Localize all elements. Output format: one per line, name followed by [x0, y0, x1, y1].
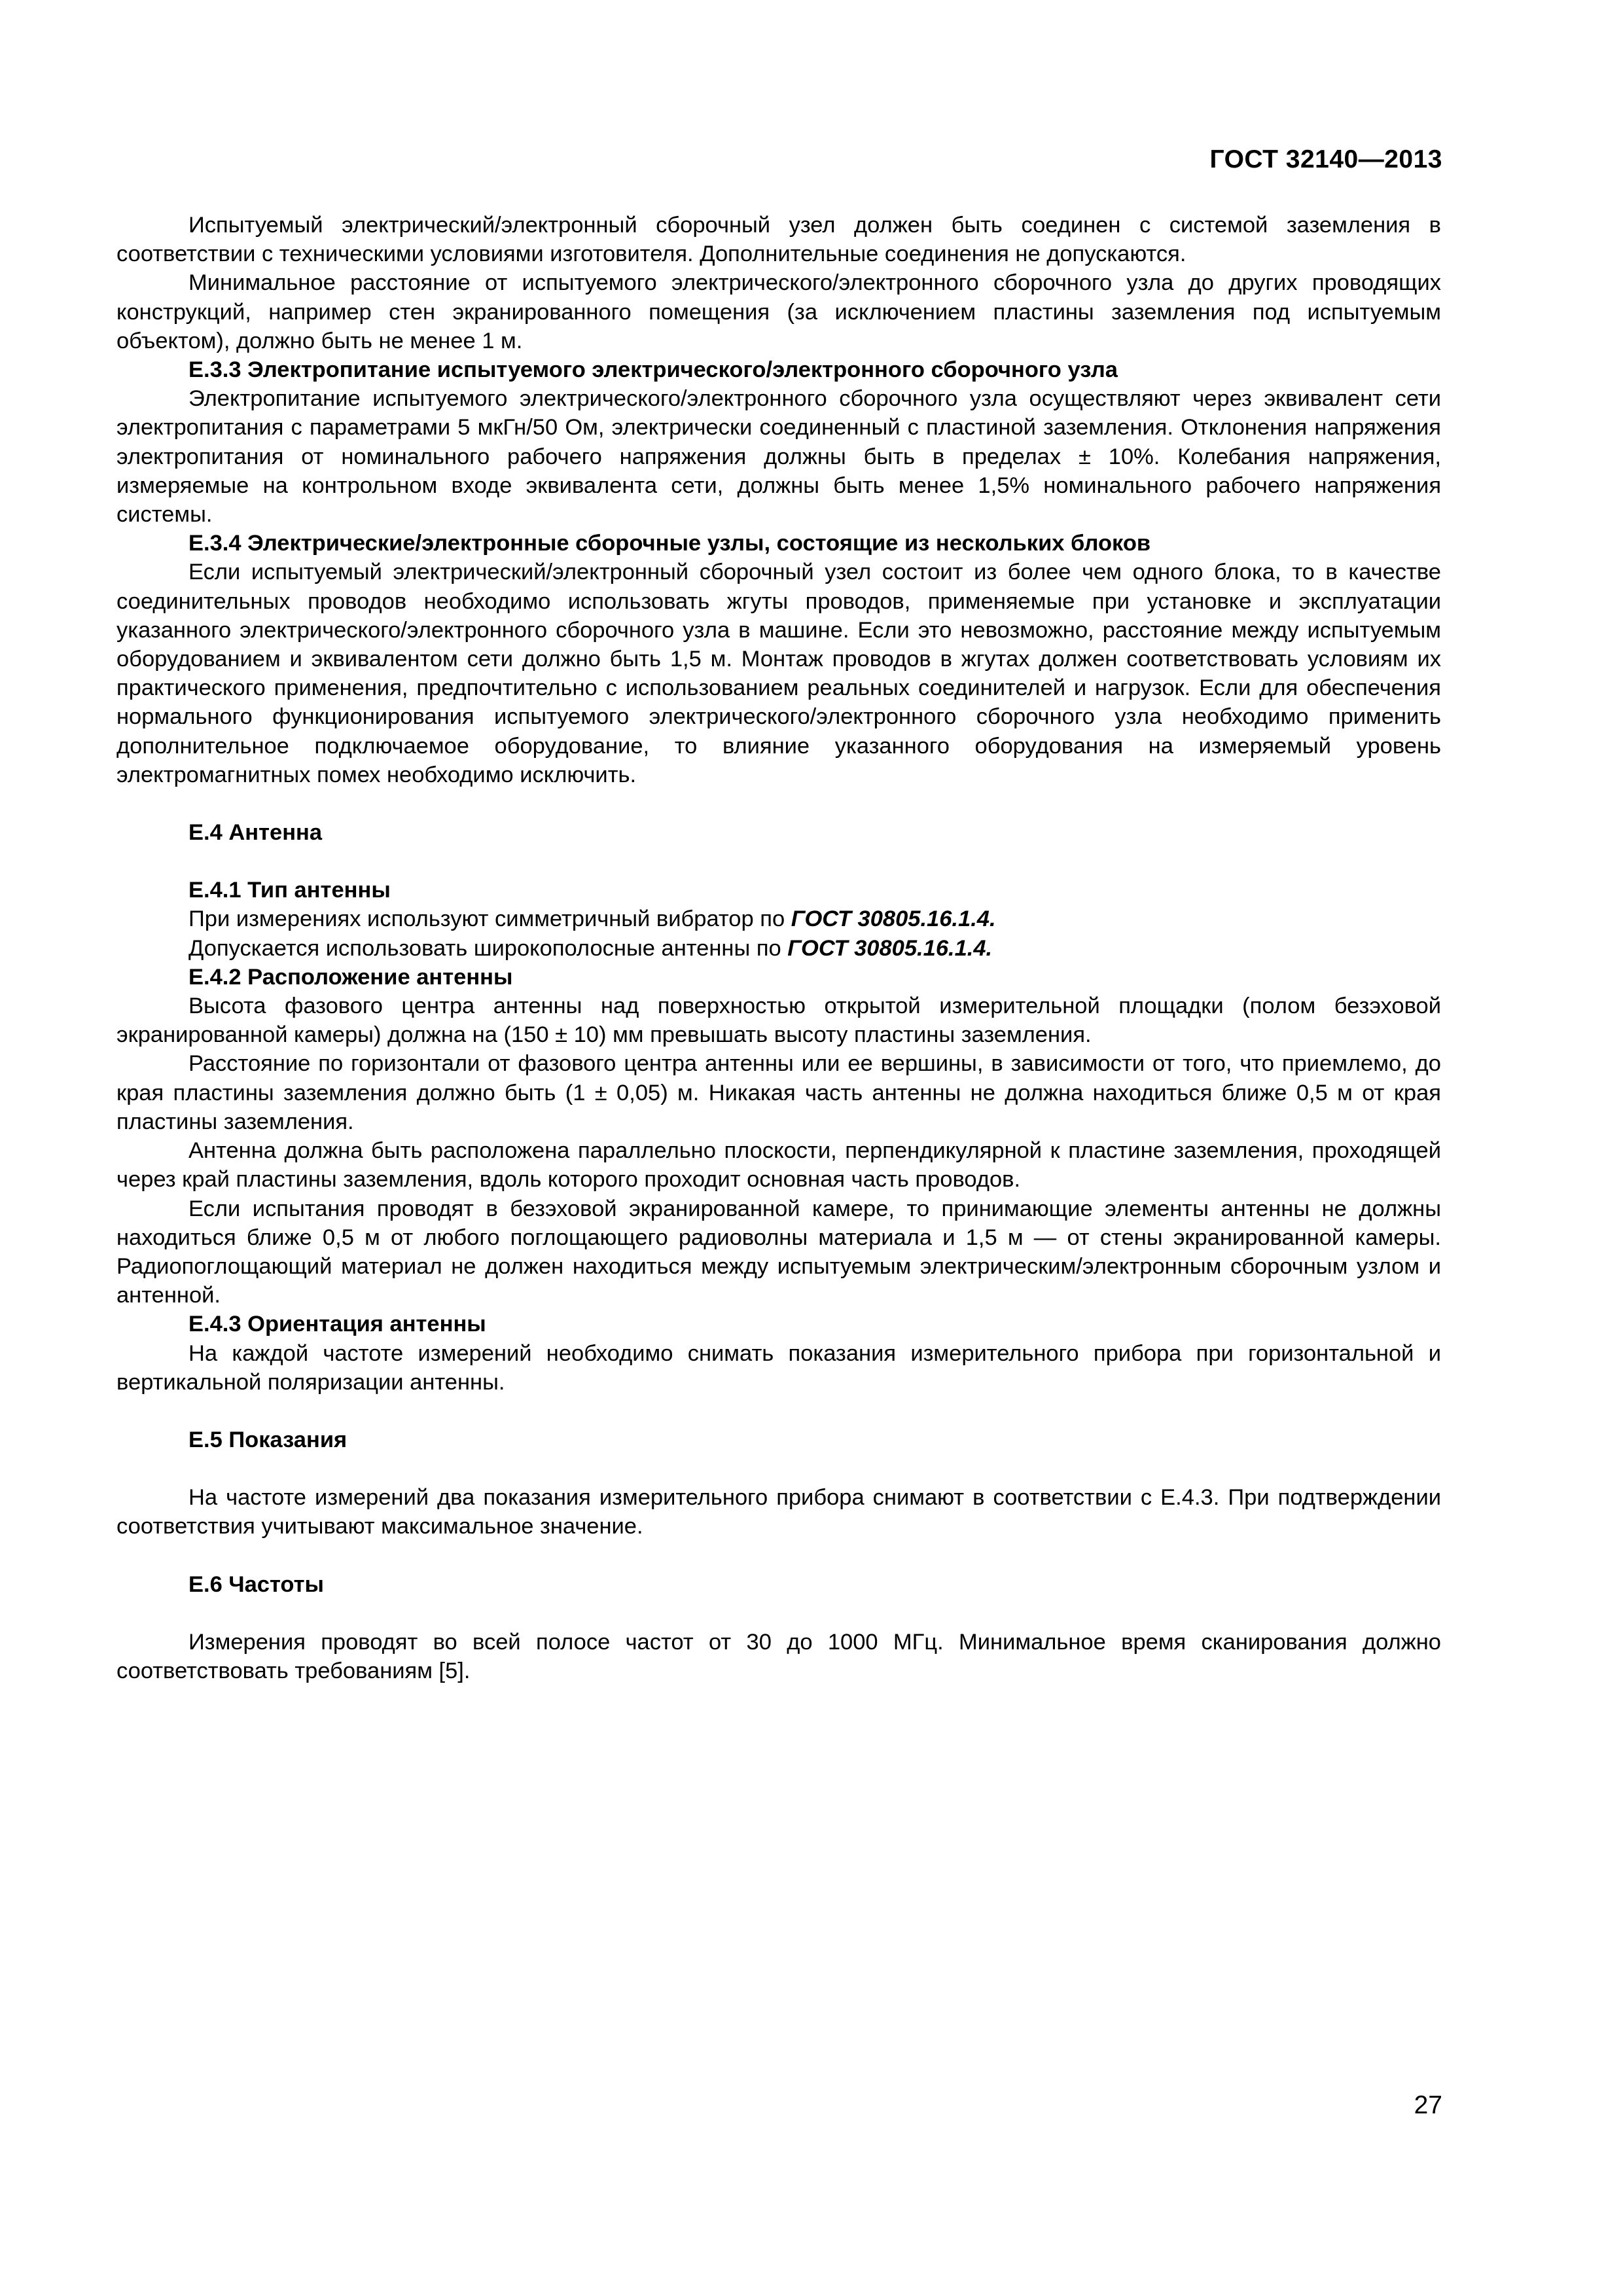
page-number: 27 — [1414, 2091, 1442, 2119]
standard-reference: ГОСТ 30805.16.1.4. — [787, 935, 993, 961]
document-body — [116, 211, 1441, 1685]
section-heading-e41: Е.4.1 Тип антенны — [188, 878, 391, 903]
paragraph-antenna-parallel: Антенна должна быть расположена параллельно плоскости, перпендикулярной к пластине заземления, проходящей через край пластины заземления, вдоль которого проходит основная часть проводов. — [116, 1138, 1441, 1193]
paragraph-readings: На частоте измерений два показания измерительного прибора снимают в соответствии с Е.4.3. При подтверждении соответствия учитывают максимальное значение. — [116, 1485, 1441, 1539]
paragraph-multi-block: Если испытуемый электрический/электронный сборочный узел состоит из более чем одного блока, то в качестве соединительных проводов необходимо использовать жгуты проводов, применяемые при установке и эксплуатации указанного электрического/электронного сборочного узла в машине. Если это невозможно, расстояние между испытуемым оборудованием и эквивалентом сети должно быть 1,5 м. Монтаж проводов в жгутах должен соответствовать условиям их практического применения, предпочтительно с использованием реальных соединителей и нагрузок. Если для обеспечения нормального функционирования испытуемого электрического/электронного сборочного узла необходимо применить дополнительное подключаемое оборудование, то влияние указанного оборудования на измеряемый уровень электромагнитных помех необходимо исключить. — [116, 560, 1441, 787]
paragraph-antenna-type-text: При измерениях используют симметричный вибратор по — [188, 906, 791, 932]
section-heading-e5: Е.5 Показания — [188, 1427, 348, 1452]
paragraph-anechoic-chamber: Если испытания проводят в безэховой экранированной камере, то принимающие элементы антенны не должны находиться ближе 0,5 м от любого поглощающего радиоволны материала и 1,5 м — от стены экранированной камеры. Радиопоглощающий материал не должен находиться между испытуемым электрическим/электронным сборочным узлом и антенной. — [116, 1196, 1441, 1308]
section-heading-e34: Е.3.4 Электрические/электронные сборочные узлы, состоящие из нескольких блоков — [188, 531, 1151, 556]
paragraph-horizontal-distance: Расстояние по горизонтали от фазового центра антенны или ее вершины, в зависимости от того, что приемлемо, до края пластины заземления должно быть (1 ± 0,05) м. Никакая часть антенны не должна находиться ближе 0,5 м от края пластины заземления. — [116, 1051, 1441, 1134]
paragraph-polarization: На каждой частоте измерений необходимо снимать показания измерительного прибора при горизонтальной и вертикальной поляризации антенны. — [116, 1340, 1441, 1395]
section-heading-e42: Е.4.2 Расположение антенны — [188, 964, 513, 990]
paragraph-min-distance: Минимальное расстояние от испытуемого электрического/электронного сборочного узла до других проводящих конструкций, например стен экранированного помещения (за исключением пластины заземления под испытуемым объектом), должно быть не менее 1 м. — [116, 270, 1441, 353]
paragraph-grounding: Испытуемый электрический/электронный сборочный узел должен быть соединен с системой заземления в соответствии с техническими условиями изготовителя. Дополнительные соединения не допускаются. — [116, 213, 1441, 267]
section-heading-e4: Е.4 Антенна — [188, 820, 323, 846]
standard-reference: ГОСТ 30805.16.1.4. — [791, 906, 996, 932]
section-heading-e6: Е.6 Частоты — [188, 1571, 324, 1597]
section-heading-e33: Е.3.3 Электропитание испытуемого электрического/электронного сборочного узла — [188, 357, 1118, 383]
paragraph-power-supply: Электропитание испытуемого электрического/электронного сборочного узла осуществляют через эквивалент сети электропитания с параметрами 5 мкГн/50 Ом, электрически соединенный с пластиной заземления. Отклонения напряжения электропитания от номинального рабочего напряжения должны быть в пределах ± 10%. Колебания напряжения, измеряемые на контрольном входе эквивалента сети, должны быть менее 1,5% номинального рабочего напряжения системы. — [116, 386, 1441, 528]
paragraph-broadband-antenna-text: Допускается использовать широкополосные антенны по — [188, 935, 788, 961]
section-heading-e43: Е.4.3 Ориентация антенны — [188, 1312, 486, 1337]
standard-designation: ГОСТ 32140—2013 — [1209, 145, 1442, 173]
paragraph-frequencies: Измерения проводят во всей полосе частот от 30 до 1000 МГц. Минимальное время сканирования должно соответствовать требованиям [5]. — [116, 1629, 1441, 1683]
paragraph-antenna-type — [116, 905, 1441, 933]
paragraph-broadband-antenna — [116, 934, 1441, 963]
paragraph-antenna-height: Высота фазового центра антенны над поверхностью открытой измерительной площадки (полом безэховой экранированной камеры) должна на (150 ± 10) мм превышать высоту пластины заземления. — [116, 994, 1441, 1048]
